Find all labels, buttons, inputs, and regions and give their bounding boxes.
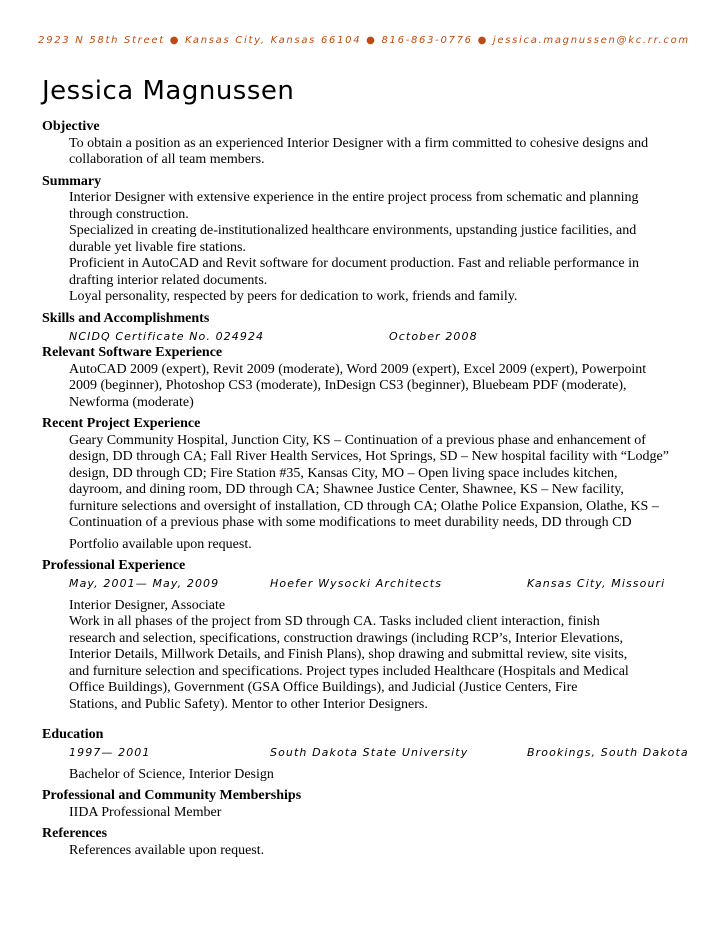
experience-heading: Professional Experience	[42, 558, 186, 573]
experience-dates: May, 2001— May, 2009	[69, 577, 220, 590]
certificate-number: NCIDQ Certificate No. 024924	[69, 329, 265, 343]
education-row	[42, 744, 692, 762]
projects-line: Continuation of a previous phase with some modifications to meet durability needs, DD through CD	[69, 515, 632, 530]
education-dates: 1997— 2001	[69, 746, 151, 759]
references-body	[42, 843, 692, 860]
education-heading: Education	[42, 727, 104, 742]
experience-location: Kansas City, Missouri	[527, 577, 666, 590]
references-heading: References	[42, 826, 108, 841]
education-location: Brookings, South Dakota	[527, 746, 689, 759]
experience-body	[42, 593, 692, 714]
education-degree: Bachelor of Science, Interior Design	[69, 766, 274, 782]
objective-line: collaboration of all team members.	[69, 152, 265, 167]
portfolio-note: Portfolio available upon request.	[69, 536, 252, 552]
projects-line: dayroom, and dining room, DD through CA; Shawnee Justice Center, Shawnee, KS – New facility,	[69, 482, 624, 497]
objective-line: To obtain a position as an experienced Interior Designer with a firm committed to cohesive designs and	[69, 135, 649, 151]
summary-line: Interior Designer with extensive experience in the entire project process from schematic and planning	[69, 190, 639, 205]
summary-line: drafting interior related documents.	[69, 272, 268, 288]
software-section	[42, 345, 692, 411]
summary-heading: Summary	[42, 173, 102, 189]
certificate-row	[42, 327, 692, 345]
software-line: Newforma (moderate)	[69, 394, 194, 410]
summary-line: durable yet livable fire stations.	[69, 239, 246, 255]
experience-title: Interior Designer, Associate	[69, 597, 226, 613]
summary-line: through construction.	[69, 206, 189, 222]
experience-line: Office Buildings), Government (GSA Office Buildings), and Judicial (Justice Centers, Fire	[69, 680, 578, 695]
projects-line: design, DD through CA; Fall River Health Services, Hot Springs, SD – New hospital facility with “Lodge”	[69, 449, 669, 464]
contact-line: 2923 N 58th Street ● Kansas City, Kansas 66104 ● 816-863-0776 ● jessica.magnussen@kc.rr.com	[38, 35, 690, 46]
skills-section	[42, 311, 692, 346]
education-school: South Dakota State University	[270, 746, 469, 759]
references-line: References available upon request.	[69, 842, 265, 858]
projects-line: design, DD through CD; Fire Station #35, Kansas City, MO – Open living space includes kitchen,	[69, 465, 618, 481]
projects-section	[42, 416, 692, 553]
experience-row	[42, 575, 692, 593]
experience-line: Work in all phases of the project from SD through CA. Tasks included client interaction, finish	[69, 614, 600, 629]
software-heading: Relevant Software Experience	[42, 345, 223, 360]
certificate-date: October 2008	[389, 329, 478, 343]
objective-section	[42, 119, 692, 169]
objective-heading: Objective	[42, 119, 100, 134]
education-section	[42, 727, 692, 783]
experience-line: and furniture selection and specifications. Project types included Healthcare (Hospitals and Medical	[69, 663, 629, 679]
skills-heading: Skills and Accomplishments	[42, 310, 210, 326]
experience-company: Hoefer Wysocki Architects	[270, 577, 443, 590]
memberships-body	[42, 805, 692, 822]
summary-section	[42, 174, 692, 306]
education-body	[42, 762, 692, 784]
projects-body	[42, 433, 692, 554]
summary-line: Specialized in creating de-institutionalized healthcare environments, upstanding justice facilities, and	[69, 223, 637, 238]
experience-line: Interior Details, Millwork Details, and Finish Plans), shop drawing and submittal review, site visits,	[69, 647, 628, 662]
projects-line: furniture selections and oversight of installation, CD through CA; Olathe Police Expansion, Olathe, KS –	[69, 498, 659, 514]
experience-line: research and selection, specifications, construction drawings (including RCP’s, Interior Elevations,	[69, 630, 624, 646]
memberships-section	[42, 788, 692, 821]
summary-line: Proficient in AutoCAD and Revit software for document production. Fast and reliable performance in	[69, 256, 639, 271]
software-line: AutoCAD 2009 (expert), Revit 2009 (moderate), Word 2009 (expert), Excel 2009 (expert), Powerpoint	[69, 361, 647, 377]
projects-line: Geary Community Hospital, Junction City, KS – Continuation of a previous phase and enhancement of	[69, 432, 646, 448]
memberships-heading: Professional and Community Memberships	[42, 788, 302, 803]
resume-body	[42, 119, 692, 859]
objective-body	[42, 136, 692, 169]
experience-section	[42, 558, 692, 713]
candidate-name: Jessica Magnussen	[42, 76, 295, 106]
projects-heading: Recent Project Experience	[42, 416, 201, 431]
software-line: 2009 (beginner), Photoshop CS3 (moderate), InDesign CS3 (beginner), Bluebeam PDF (moderate),	[69, 378, 627, 393]
references-section	[42, 826, 692, 859]
software-body	[42, 362, 692, 412]
experience-line: Stations, and Public Safety). Mentor to other Interior Designers.	[69, 696, 428, 712]
summary-body	[42, 190, 692, 306]
membership-line: IIDA Professional Member	[69, 804, 222, 820]
summary-line: Loyal personality, respected by peers for dedication to work, friends and family.	[69, 289, 518, 304]
